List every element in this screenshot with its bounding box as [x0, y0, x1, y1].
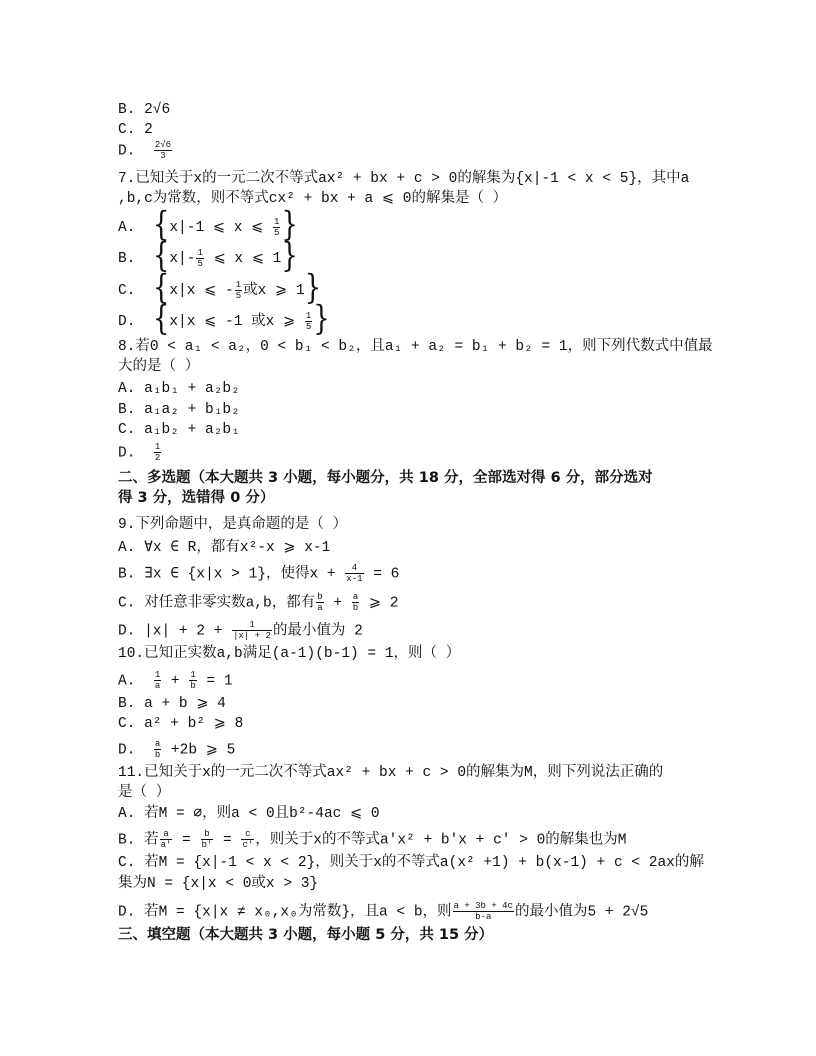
- section-2-heading-line2: 得 3 分，选错得 0 分）: [118, 490, 275, 506]
- question-11-line2: 是（ ）: [118, 785, 171, 801]
- option-6c: C. 2: [118, 122, 153, 138]
- question-8-line2: 大的是（ ）: [118, 359, 200, 375]
- option-6b: B. 2√6: [118, 102, 171, 118]
- question-8-line1: 8.若0 < a₁ < a₂，0 < b₁ < b₂，且a₁ + a₂ = b₁ + b₂ = 1，则下列代数式中值最: [118, 339, 713, 355]
- question-7-line2: ,b,c为常数，则不等式cx² + bx + a ⩽ 0的解集是（ ）: [118, 191, 508, 207]
- option-11c-line2: 集为N = {x|x < 0或x > 3}: [118, 876, 319, 892]
- option-7a: A. {x|-1 ⩽ x ⩽ $\frac{1}{5}$ }: [118, 205, 298, 245]
- option-8c: C. a₁b₂ + a₂b₁: [118, 422, 240, 438]
- fraction: $\frac{2√6}{3}$: [154, 140, 172, 161]
- option-11c-line1: C. 若M = {x|-1 < x < 2}，则关于x的不等式a(x² +1) + b(x-1) + c < 2ax的解: [118, 855, 704, 871]
- option-10a: A. $\frac{1}{a}$ + $\frac{1}{b}$ = 1: [118, 670, 233, 691]
- option-9a: A. ∀x ∈ R，都有x²-x ⩾ x-1: [118, 540, 331, 556]
- question-7-line1: 7.已知关于x的一元二次不等式ax² + bx + c > 0的解集为{x|-1 < x < 5}，其中a: [118, 171, 690, 187]
- option-8a: A. a₁b₁ + a₂b₂: [118, 381, 240, 397]
- option-6d: D. $\frac{2√6}{3}$: [118, 140, 172, 161]
- option-11d: D. 若M = {x|x ≠ x₀,x₀为常数}，且a < b，则 $\frac{a + 3b + 4c}{b-a}$ 的最小值为5 + 2√5: [118, 901, 649, 922]
- option-9b: B. ∃x ∈ {x|x > 1}，使得x + $\frac{4}{x-1}$ = 6: [118, 563, 400, 584]
- option-7b: B. {x|- $\frac{1}{5}$ ⩽ x ⩽ 1}: [118, 236, 298, 276]
- option-8b: B. a₁a₂ + b₁b₂: [118, 402, 240, 418]
- option-9c: C. 对任意非零实数a,b，都有 $\frac{b}{a}$ + $\frac{a}{b}$ ⩾ 2: [118, 592, 399, 613]
- option-11b: B. 若 $\frac{a}{a'}$ = $\frac{b}{b'}$ = $\frac{c}{c'}$ ，则关于x的不等式a′x² + b′x + c′ > 0的解集也为M: [118, 829, 627, 850]
- question-9: 9.下列命题中，是真命题的是（ ）: [118, 517, 348, 533]
- section-2-heading-line1: 二、多选题（本大题共 3 小题，每小题分，共 18 分，全部选对得 6 分，部分选对: [118, 470, 653, 486]
- option-7c: C. {x|x ⩽ - $\frac{1}{5}$ 或x ⩾ 1}: [118, 268, 322, 308]
- option-10d: D. $\frac{a}{b}$ +2b ⩾ 5: [118, 739, 236, 760]
- option-7d: D. {x|x ⩽ -1 或x ⩾ $\frac{1}{5}$ }: [118, 299, 330, 339]
- option-10b: B. a + b ⩾ 4: [118, 696, 226, 712]
- option-11a: A. 若M = ∅，则a < 0且b²-4ac ⩽ 0: [118, 806, 380, 822]
- option-9d: D. |x| + 2 + $\frac{1}{|x| + 2}$ 的最小值为 2: [118, 620, 363, 641]
- question-10: 10.已知正实数a,b满足(a-1)(b-1) = 1，则（ ）: [118, 646, 461, 662]
- option-10c: C. a² + b² ⩾ 8: [118, 716, 244, 732]
- question-11-line1: 11.已知关于x的一元二次不等式ax² + bx + c > 0的解集为M，则下列说法正确的: [118, 765, 664, 781]
- section-3-heading: 三、填空题（本大题共 3 小题，每小题 5 分，共 15 分）: [118, 927, 494, 943]
- option-8d: D. $\frac{1}{2}$: [118, 442, 161, 463]
